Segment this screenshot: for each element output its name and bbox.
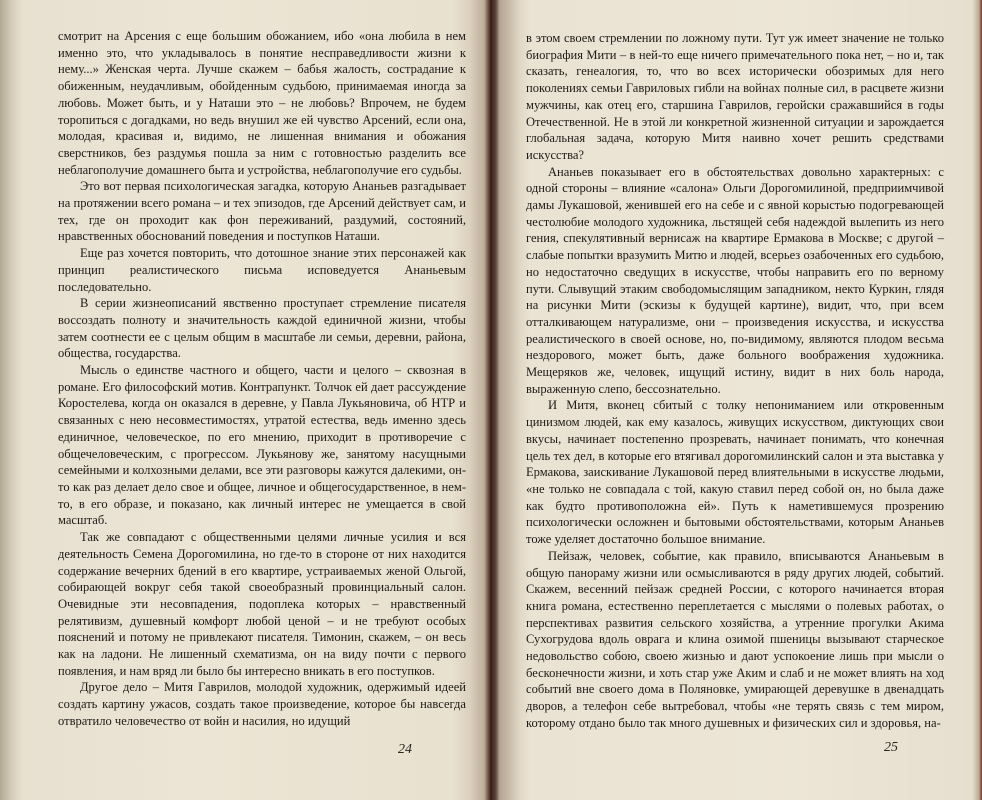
page-number-right: 25: [884, 740, 898, 755]
paragraph: смотрит на Арсения с еще большим обожанием, ибо «она любила в нем именно это, что укладывалось в понятие несправедливости жизни к нему...» Женская черта. Лучше скажем – бабья жалость, сострадание к обиженным, неудачливым, обойденным судьбою, принимаемая иногда за любовь. Может быть, и у Наташи это – не любовь? Впрочем, не будем торопиться с догадками, но ведь внушил же ей чувство Арсений, если она, молодая, красивая и, видимо, не лишенная внимания и обожания сверстников, без раздумья пошла за ним с готовностью разделить все неблагополучие домашнего быта и устройства, неблагополучие его судьбы.: [58, 29, 466, 177]
paragraph: в этом своем стремлении по ложному пути. Тут уж имеет значение не только биография Мити – в ней-то еще ничего примечательного пока нет, – но и, так сказать, генеалогия, то, что во всех исторически обозримых для него поколениях семьи Гавриловых гибли на войнах полные сил, в расцвете жизни мужчины, как отец его, старшина Гаврилов, геройски сражавшийся в годы Отечественной. Не в этой ли конкретной жизненной ситуации и зарождается глобальная задача, которую Митя наивно хочет решить средствами искусства?: [526, 31, 944, 162]
page-edge-left: [0, 0, 22, 800]
page-edge-right: [972, 0, 982, 800]
paragraph: Мысль о единстве частного и общего, части и целого – сквозная в романе. Его философский мотив. Контрапункт. Толчок ей дает рассуждение Коростелева, когда он оказался в деревне, у Павла Лукьяновича, об НТР и связанных с нею несовместимостях, утратой естества, ведь именно здесь единичное, человеческое, по его мнению, приходит в противоречие с общечеловеческим, с прогрессом. Лукьянову же, занятому насущными семейными и колхозными делами, все эти разговоры кажутся далекими, он-то как раз делает дело свое и общее, личное и общегосударственное, в нем-то, в его образе, и показано, как личный интерес не умещается в свой масштаб.: [58, 363, 466, 528]
paragraph: Ананьев показывает его в обстоятельствах довольно характерных: с одной стороны – влияние «салона» Ольги Дорогомилиной, предприимчивой дамы Лукашовой, женившей его на себе и с явной корыстью подогревающей честолюбие молодого художника, льстящей себя надеждой вылепить из него гения, спекулятивный вернисаж на квартире Ермакова в Москве; с другой – слабые попытки вразумить Митю и людей, всерьез озабоченных его судьбою, но недостаточно сведущих в искусстве, чтобы направить его по верному пути. Слывущий этаким свободомыслящим западником, некто Куркин, глядя на рисунки Мити (эскизы к будущей картине), видит, что, при всем отталкивающем натурализме, они – произведения искусства, и искусства реалистического в своей основе, но, по-видимому, являются плодом весьма нездорового, может быть, даже больного воображения художника. Мещеряков же, человек, ищущий истину, видит в них боль народа, выраженную слепо, бессознательно.: [526, 164, 944, 396]
left-page-text: [58, 28, 466, 730]
paragraph: Так же совпадают с общественными целями личные усилия и вся деятельность Семена Дорогомилина, но где-то в стороне от них находится содержание вечерних бдений в его квартире, устраиваемых женой Ольгой, собирающей вокруг себя такой своеобразный провинциальный салон. Очевидные эти несовпадения, подоплека которых – нравственный релятивизм, душевный комфорт любой ценой – и не требуют особых пояснений и потому не привлекают писателя. Тимонин, скажем, – он весь как на ладони. Не лишенный схематизма, он на виду почти с первого появления, и нам вряд ли было бы интересно вникать в его поступков.: [58, 530, 466, 678]
paragraph: И Митя, вконец сбитый с толку непониманием или откровенным цинизмом людей, как ему казалось, живущих искусством, диктующих свои вкусы, начинает постепенно прозревать, начинает понимать, что конечная цель тех дел, в которые его втягивал дорогомилинский салон и эта выставка у Ермакова, заискивание Лукашовой перед влиятельными в искусстве людьми, «не только не совпадала с той, какую ставил перед собой он, но была даже как будто противоположна ей». Путь к наметившемуся прозрению психологически осложнен и бытовыми обстоятельствами, которым Ананьев тоже уделяет достаточно большое внимание.: [526, 398, 944, 547]
paragraph: Другое дело – Митя Гаврилов, молодой художник, одержимый идеей создать картину ужасов, создать такое произведение, которое бы навсегда отвратило человечество от войн и насилия, но идущий: [58, 680, 466, 728]
page-number-left: 24: [398, 742, 412, 757]
right-page-text: [526, 30, 944, 732]
paragraph: Пейзаж, человек, событие, как правило, вписываются Ананьевым в общую панораму жизни или осмысливаются в ряду других людей, событий. Скажем, весенний пейзаж средней России, с которого начинается вторая книга романа, естественно переплетается с мыслями о полевых работах, о перспективах развития сельского хозяйства, а утренние прогулки Акима Сухогрудова вдоль оврага и клина озимой пшеницы вызывают старческое недовольство собою, своею жизнью и дают успокоение лишь при мысли о бесконечности жизни, и хоть стар уже Аким и слаб и не может влиять на ход событий вне своего дома в Поляновке, умирающей деревушке в двенадцать дворов, а телефон себе вытребовал, чтобы «не терять связь с тем миром, которому отдано было так много душевных и физических сил и здоровья, на-: [526, 548, 944, 730]
book-binding: [470, 0, 520, 800]
paragraph: Это вот первая психологическая загадка, которую Ананьев разгадывает на протяжении всего романа – и тех эпизодов, где Арсений действует сам, и тех, где он проходит как фон переживаний, раздумий, состояний, нравственных обоснований поведения и поступков Наташи.: [58, 179, 466, 244]
paragraph: В серии жизнеописаний явственно проступает стремление писателя воссоздать полноту и значительность каждой единичной жизни, чтобы затем соотнести ее с целым общим в масштабе ли семьи, деревни, района, общества, государства.: [58, 296, 466, 361]
paragraph: Еще раз хочется повторить, что дотошное знание этих персонажей как принцип реалистического письма исповедуется Ананьевым последовательно.: [58, 246, 466, 294]
